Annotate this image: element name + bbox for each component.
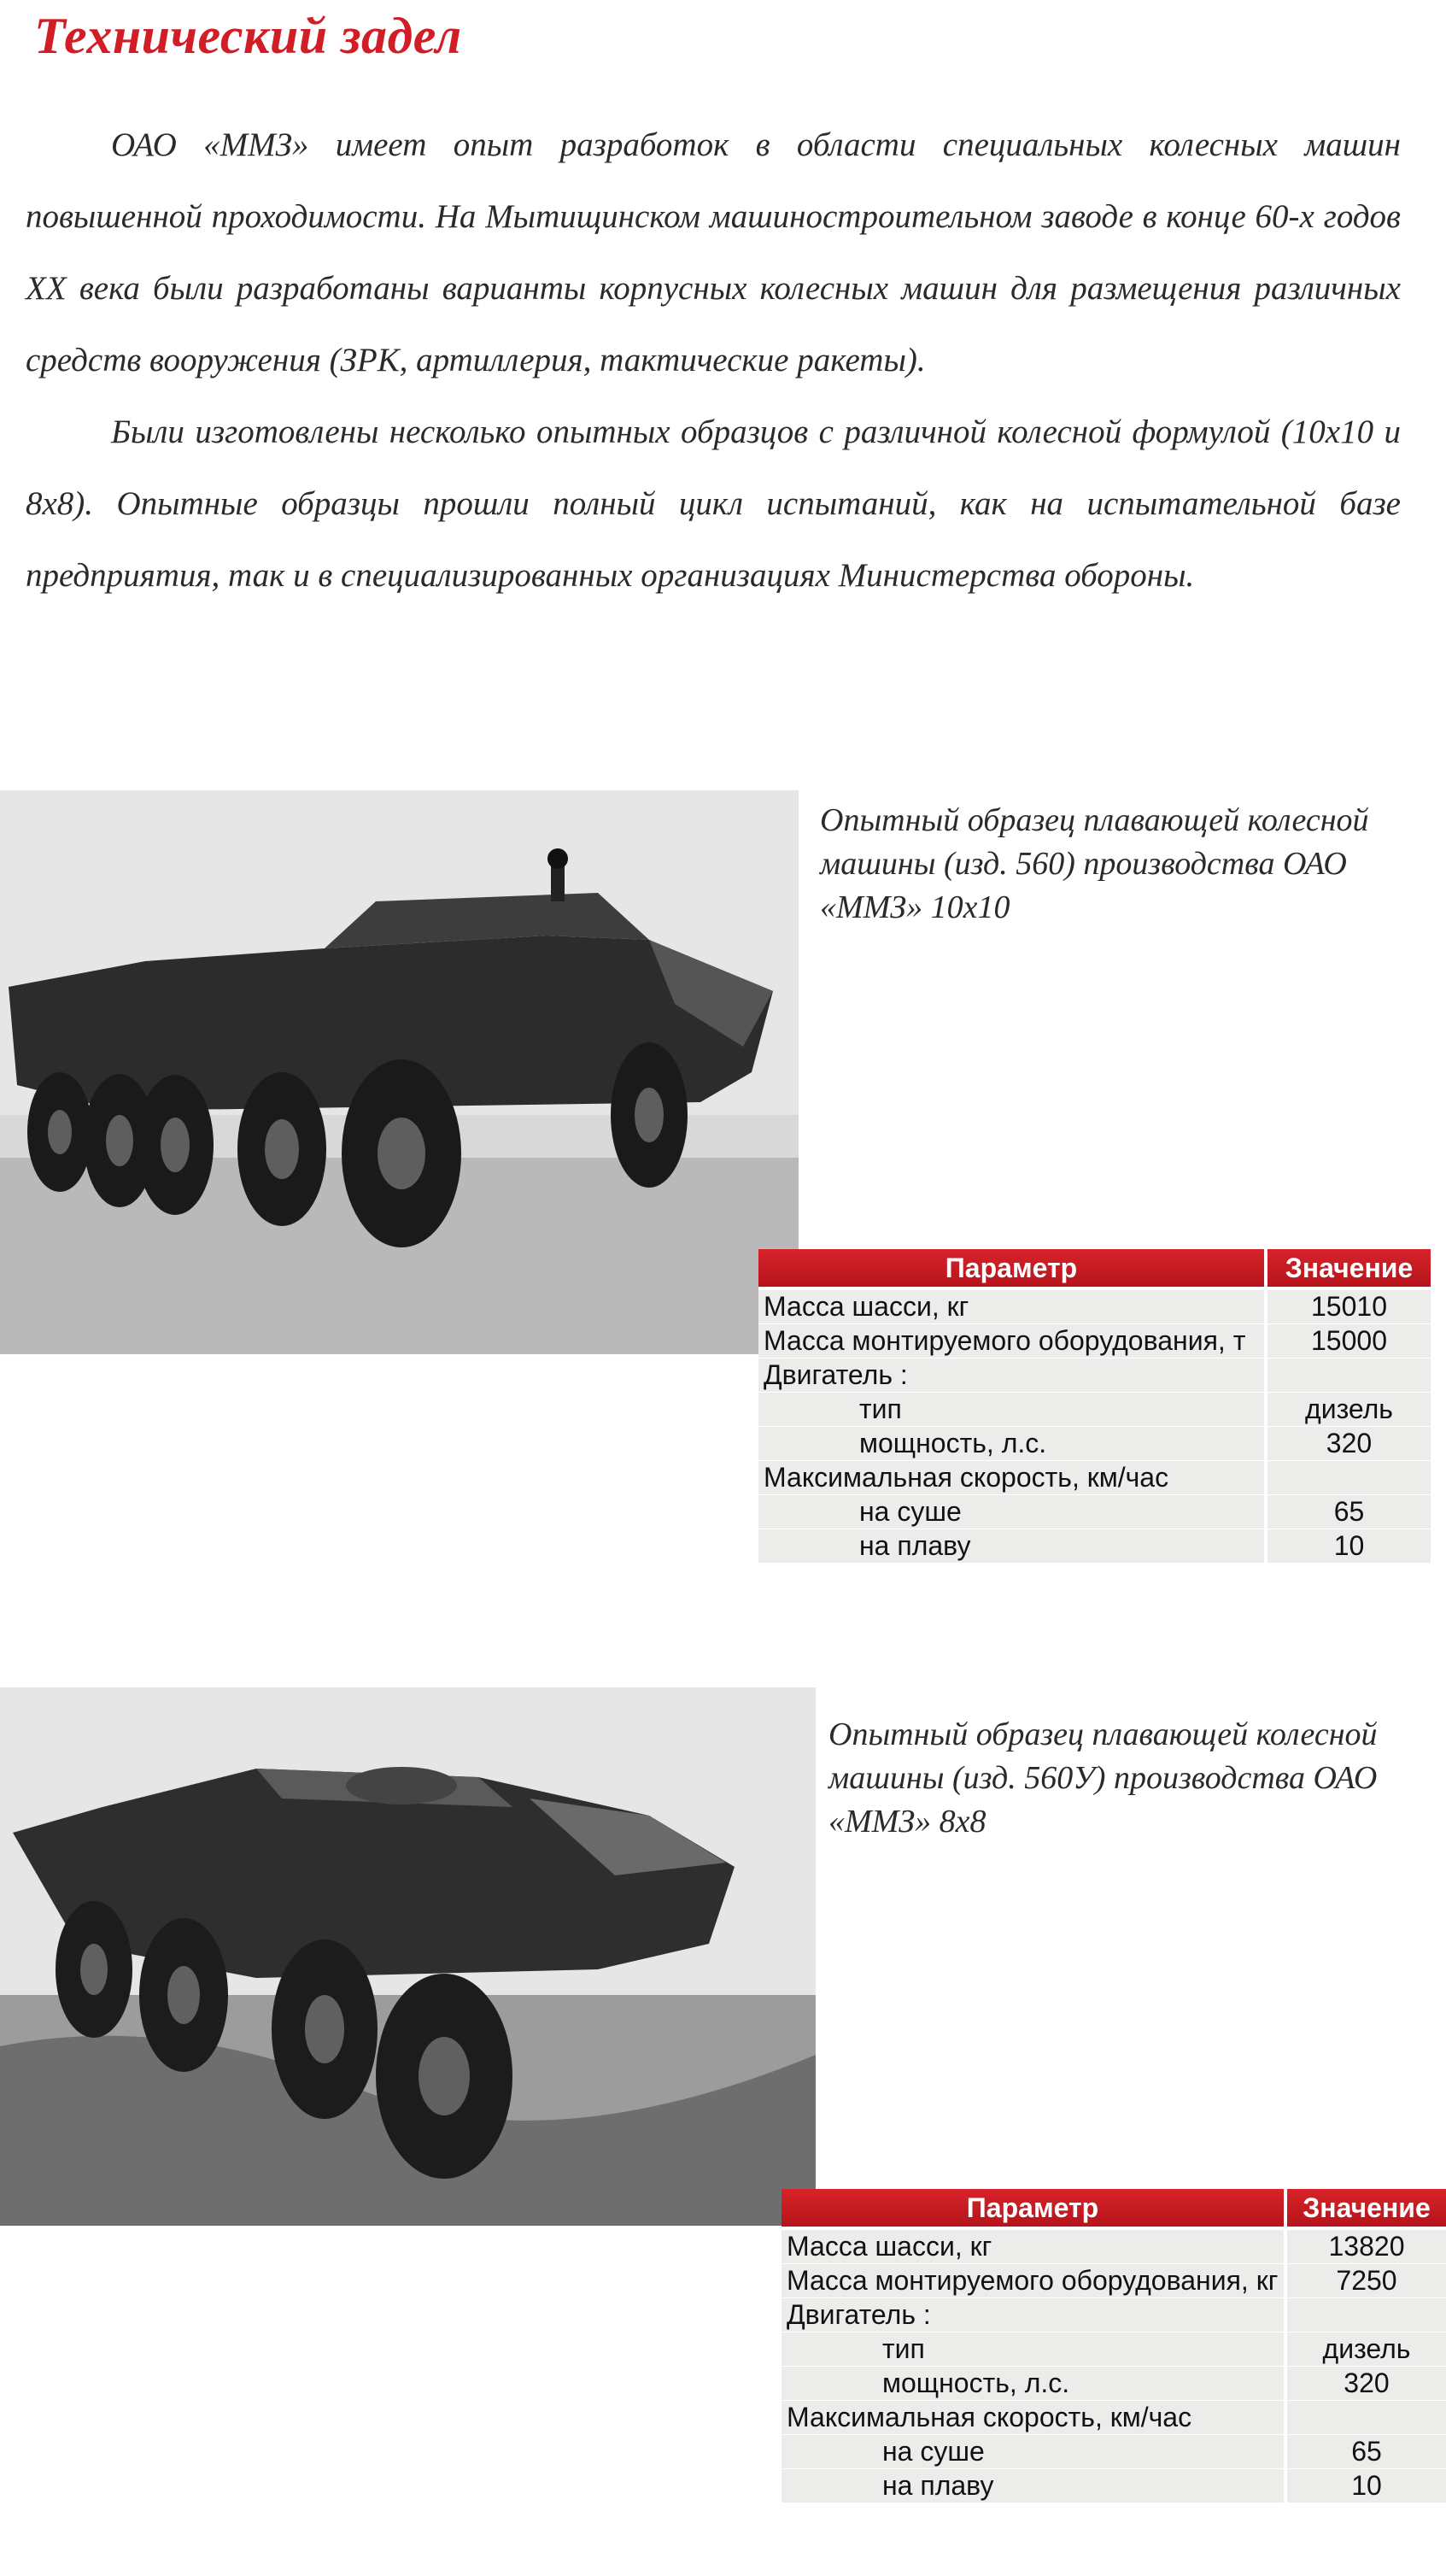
header-parameter: Параметр — [782, 2189, 1285, 2228]
header-parameter: Параметр — [758, 1249, 1266, 1288]
intro-text — [26, 109, 1401, 612]
value-cell: 13820 — [1285, 2228, 1446, 2264]
value-cell — [1285, 2401, 1446, 2435]
param-cell: Двигатель : — [758, 1358, 1266, 1393]
value-cell: 10 — [1285, 2469, 1446, 2503]
intro-paragraph-1: ОАО «ММЗ» имеет опыт разработок в области специальных колесных машин повышенной проходимости. На Мытищинском машиностроительном заводе в конце 60-х годов XX века были разработаны варианты корпусных колесных машин для размещения различных средств вооружения (ЗРК, артиллерия, тактические ракеты). — [26, 126, 1401, 378]
table-row — [782, 2435, 1446, 2469]
vehicle-560u-spec-table — [782, 2189, 1446, 2503]
table-row — [782, 2367, 1446, 2401]
param-cell: Максимальная скорость, км/час — [758, 1461, 1266, 1495]
vehicle-560-caption: Опытный образец плавающей колесной машины (изд. 560) производства ОАО «ММЗ» 10х10 — [820, 802, 1369, 925]
param-cell: Масса монтируемого оборудования, кг — [782, 2264, 1285, 2298]
table-row — [758, 1358, 1431, 1393]
value-cell: 7250 — [1285, 2264, 1446, 2298]
table-row — [758, 1427, 1431, 1461]
param-cell: мощность, л.с. — [782, 2367, 1285, 2401]
header-value: Значение — [1266, 1249, 1431, 1288]
param-cell: тип — [782, 2332, 1285, 2367]
value-cell: дизель — [1266, 1393, 1431, 1427]
value-cell — [1285, 2298, 1446, 2332]
param-cell: на суше — [758, 1495, 1266, 1529]
value-cell: дизель — [1285, 2332, 1446, 2367]
vehicle-560-illustration — [0, 790, 799, 1354]
vehicle-560u-illustration — [0, 1687, 816, 2226]
vehicle-560-photo — [0, 790, 799, 1354]
header-value: Значение — [1285, 2189, 1446, 2228]
value-cell: 15000 — [1266, 1324, 1431, 1358]
table-row — [758, 1393, 1431, 1427]
value-cell — [1266, 1461, 1431, 1495]
vehicle-560u-photo — [0, 1687, 816, 2226]
table-row — [758, 1288, 1431, 1324]
value-cell — [1266, 1358, 1431, 1393]
table-header-row — [782, 2189, 1446, 2228]
param-cell: Максимальная скорость, км/час — [782, 2401, 1285, 2435]
value-cell: 320 — [1266, 1427, 1431, 1461]
table-row — [782, 2469, 1446, 2503]
value-cell: 320 — [1285, 2367, 1446, 2401]
param-cell: тип — [758, 1393, 1266, 1427]
param-cell: мощность, л.с. — [758, 1427, 1266, 1461]
table-row — [758, 1324, 1431, 1358]
vehicle-560-spec-table — [758, 1249, 1431, 1564]
table-row — [758, 1529, 1431, 1564]
value-cell: 15010 — [1266, 1288, 1431, 1324]
vehicle-560u-caption: Опытный образец плавающей колесной машины (изд. 560У) производства ОАО «ММЗ» 8х8 — [828, 1716, 1378, 1840]
value-cell: 65 — [1285, 2435, 1446, 2469]
value-cell: 65 — [1266, 1495, 1431, 1529]
param-cell: Масса шасси, кг — [758, 1288, 1266, 1324]
table-row — [782, 2228, 1446, 2264]
param-cell: на плаву — [758, 1529, 1266, 1564]
table-row — [782, 2264, 1446, 2298]
param-cell: на плаву — [782, 2469, 1285, 2503]
param-cell: Двигатель : — [782, 2298, 1285, 2332]
table-row — [782, 2401, 1446, 2435]
table-header-row — [758, 1249, 1431, 1288]
table-row — [782, 2332, 1446, 2367]
param-cell: Масса монтируемого оборудования, т — [758, 1324, 1266, 1358]
table-row — [782, 2298, 1446, 2332]
table-row — [758, 1495, 1431, 1529]
page-title: Технический задел — [34, 8, 462, 64]
param-cell: Масса шасси, кг — [782, 2228, 1285, 2264]
param-cell: на суше — [782, 2435, 1285, 2469]
value-cell: 10 — [1266, 1529, 1431, 1564]
intro-paragraph-2: Были изготовлены несколько опытных образцов с различной колесной формулой (10х10 и 8х8). Опытные образцы прошли полный цикл испытаний, как на испытательной базе предприятия, так и в специализированных организациях Министерства обороны. — [26, 414, 1401, 594]
table-row — [758, 1461, 1431, 1495]
